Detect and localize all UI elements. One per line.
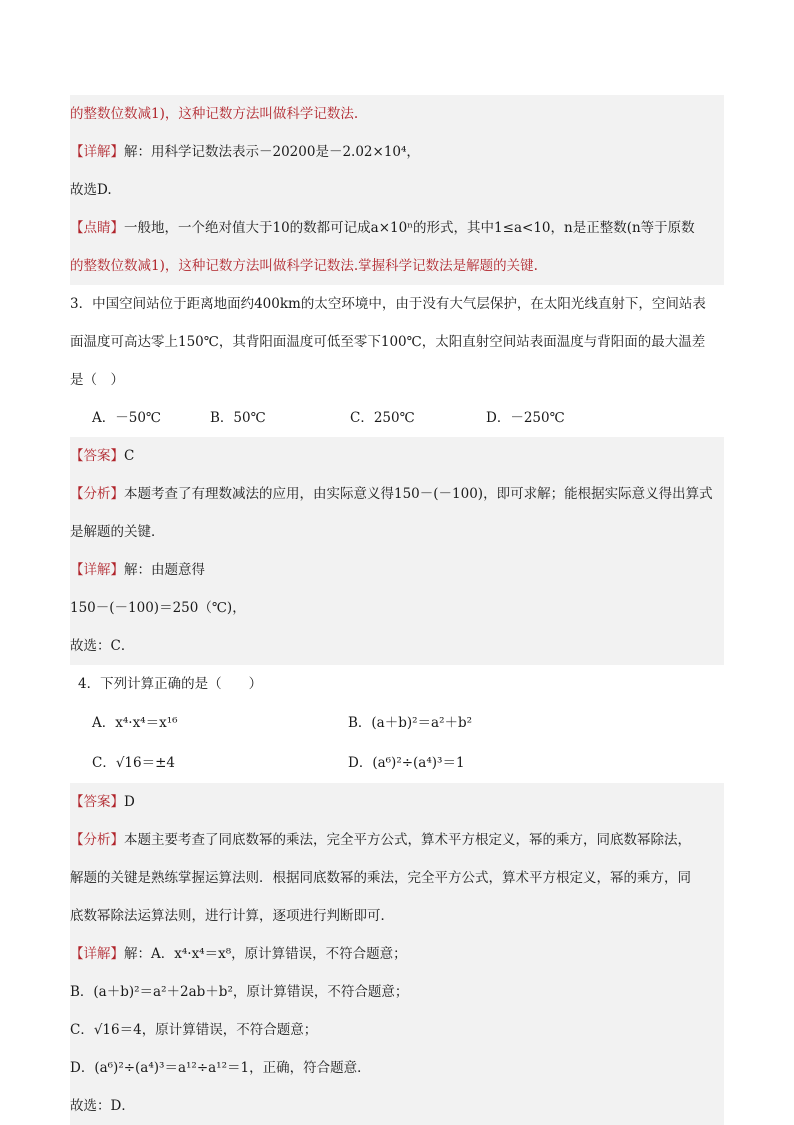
analysis-line-2: 解题的关键是熟练掌握运算法则．根据同底数幂的乘法，完全平方公式，算术平方根定义，幂的乘方，同 xyxy=(70,870,691,886)
comment-tag: 【点睛】 xyxy=(70,220,124,236)
detail-tag: 【详解】 xyxy=(70,144,124,160)
detail-text: 解：用科学记数法表示－20200是－2.02×10⁴， xyxy=(124,144,420,160)
option-b: B．50℃ xyxy=(210,410,266,426)
analysis-tag: 【分析】 xyxy=(70,832,124,848)
text-line: 的整数位数减1)，这种记数方法叫做科学记数法. xyxy=(70,106,359,122)
options-row xyxy=(70,399,724,437)
answer-line xyxy=(70,437,724,475)
detail-line-d: D．(a⁶)²÷(a⁴)³＝a¹²÷a¹²＝1，正确，符合题意． xyxy=(70,1060,371,1076)
detail-line xyxy=(70,935,724,973)
options-row-2 xyxy=(70,743,724,783)
detail-tag: 【详解】 xyxy=(70,946,124,962)
document-page xyxy=(70,95,724,1125)
option-d: D．(a⁶)²÷(a⁴)³＝1 xyxy=(348,755,465,771)
choose-line: 故选：D． xyxy=(70,1098,135,1114)
question-4 xyxy=(70,665,724,783)
analysis-line xyxy=(70,475,724,513)
analysis-text: 本题考查了有理数减法的应用，由实际意义得150－(－100)，即可求解；能根据实际意义得出算式 xyxy=(124,486,713,502)
option-b: B．(a＋b)²＝a²＋b² xyxy=(348,715,473,731)
question-stem: 4．下列计算正确的是（ ） xyxy=(78,676,263,692)
question-stem: 3．中国空间站位于距离地面约400km的太空环境中，由于没有大气层保护，在太阳光线直射下，空间站表 xyxy=(70,296,706,312)
detail-line xyxy=(70,551,724,589)
analysis-line-3: 底数幂除法运算法则，进行计算，逐项进行判断即可． xyxy=(70,908,394,924)
detail-line xyxy=(70,133,724,171)
option-d: D．－250℃ xyxy=(486,410,565,426)
option-a: A．－50℃ xyxy=(92,410,162,426)
analysis-line-2: 是解题的关键． xyxy=(70,524,165,540)
comment-line-2: 的整数位数减1)，这种记数方法叫做科学记数法.掌握科学记数法是解题的关键. xyxy=(70,258,538,274)
option-c: C．√16＝±4 xyxy=(92,755,176,771)
previous-answer-block xyxy=(70,95,724,285)
detail-line-c: C．√16＝4，原计算错误，不符合题意； xyxy=(70,1022,318,1038)
options-row-1 xyxy=(70,703,724,743)
question-stem: 面温度可高达零上150℃，其背阳面温度可低至零下100℃，太阳直射空间站表面温度与背阳面的最大温差 xyxy=(70,334,706,350)
detail-line-b: B．(a＋b)²＝a²＋2ab＋b²，原计算错误，不符合题意； xyxy=(70,984,409,1000)
analysis-text: 本题主要考查了同底数幂的乘法，完全平方公式，算术平方根定义，幂的乘方，同底数幂除法， xyxy=(124,832,691,848)
option-c: C．250℃ xyxy=(350,410,415,426)
detail-tag: 【详解】 xyxy=(70,562,124,578)
detail-text: 解：由题意得 xyxy=(124,562,205,578)
choose-line: 故选：C． xyxy=(70,638,135,654)
detail-text-a: 解：A．x⁴·x⁴＝x⁸，原计算错误，不符合题意； xyxy=(124,946,407,962)
analysis-tag: 【分析】 xyxy=(70,486,124,502)
question-3 xyxy=(70,285,724,437)
answer-value: C xyxy=(124,448,135,464)
answer-block-4 xyxy=(70,783,724,1125)
answer-line xyxy=(70,783,724,821)
answer-value: D xyxy=(124,794,135,810)
answer-block-3 xyxy=(70,437,724,665)
comment-line xyxy=(70,209,724,247)
answer-tag: 【答案】 xyxy=(70,448,124,464)
comment-text: 一般地，一个绝对值大于10的数都可记成a×10ⁿ的形式，其中1≤a<10，n是正整数(n等于原数 xyxy=(124,220,695,236)
calc-line: 150－(－100)＝250（℃)， xyxy=(70,600,246,616)
option-a: A．x⁴·x⁴＝x¹⁶ xyxy=(92,715,178,731)
answer-tag: 【答案】 xyxy=(70,794,124,810)
question-stem: 是（ ） xyxy=(70,372,124,388)
analysis-line xyxy=(70,821,724,859)
choose-line: 故选D. xyxy=(70,182,112,198)
